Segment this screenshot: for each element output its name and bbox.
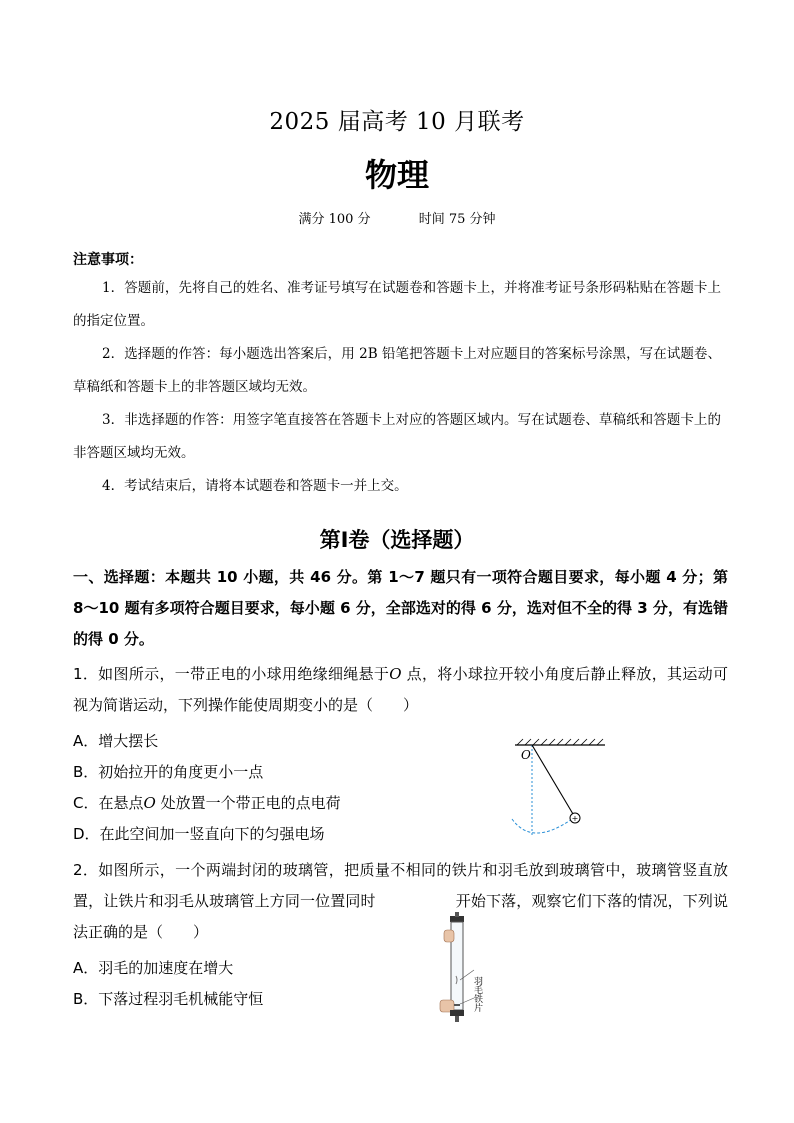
tube-bottom-cap [450, 1010, 464, 1016]
q1-option-b: B．初始拉开的角度更小一点 [73, 763, 264, 781]
pendulum-string [532, 745, 573, 814]
exam-time: 时间 75 分钟 [418, 212, 496, 227]
upper-hand [444, 930, 454, 942]
swing-arc [512, 819, 572, 833]
q1-option-a: A．增大摆长 [73, 732, 159, 750]
feather-label: 羽毛 [472, 976, 482, 994]
q2-option-a: A．羽毛的加速度在增大 [73, 959, 234, 977]
iron-piece [454, 1004, 460, 1006]
exam-title: 2025 届高考 10 月联考 [269, 109, 525, 135]
q2-option-b: B．下落过程羽毛机械能守恒 [73, 990, 264, 1008]
q1-option-c: C．在悬点O 处放置一个带正电的点电荷 [73, 794, 341, 812]
question-2-stem: 2．如图所示，一个两端封闭的玻璃管，把质量不相同的铁片和羽毛放到玻璃管中，玻璃管竖直放置，让铁片和羽毛从玻璃管上方同一位置同时 开始下落，观察它们下落的情况，下列说法正确的是（ ） [73, 861, 728, 941]
subject-title: 物理 [364, 156, 429, 194]
section-instruction: 一、选择题：本题共 10 小题，共 46 分。第 1～7 题只有一项符合题目要求，每小题 4 分；第 8～10 题有多项符合题目要求，每小题 6 分，全部选对的得 6 分，选对但不全的得 3 分，有选错的得 0 分。 [73, 568, 728, 648]
iron-label: 铁片 [472, 994, 482, 1012]
pendulum-figure [505, 735, 615, 845]
question-1-stem: 1．如图所示，一带正电的小球用绝缘细绳悬于O 点，将小球拉开较小角度后静止释放，其运动可视为简谐运动，下列操作能使周期变小的是（ ） [73, 665, 728, 714]
point-o: O [389, 665, 402, 683]
notice-item-2: 2．选择题的作答：每小题选出答案后，用 2B 铅笔把答题卡上对应题目的答案标号涂黑，写在试题卷、草稿纸和答题卡上的非答题区域均无效。 [73, 346, 721, 395]
q1-option-d: D．在此空间加一竖直向下的匀强电场 [73, 825, 325, 843]
pivot-label: O [521, 748, 531, 762]
ceiling-hatch [517, 739, 603, 745]
notice-item-1: 1．答题前，先将自己的姓名、准考证号填写在试题卷和答题卡上，并将准考证号条形码粘贴在答题卡上的指定位置。 [73, 280, 721, 329]
exam-meta [0, 208, 794, 227]
notice-item-3: 3．非选择题的作答：用签字笔直接答在答题卡上对应的答题区域内。写在试题卷、草稿纸和答题卡上的非答题区域均无效。 [73, 412, 721, 461]
ball-charge-label: + [571, 814, 579, 823]
full-score: 满分 100 分 [298, 212, 371, 227]
section-title: 第Ⅰ卷（选择题） [319, 528, 475, 552]
glass-tube-figure [430, 912, 500, 1032]
notice-item-4: 4．考试结束后，请将本试题卷和答题卡一并上交。 [102, 478, 408, 494]
notice-title: 注意事项： [73, 252, 143, 268]
